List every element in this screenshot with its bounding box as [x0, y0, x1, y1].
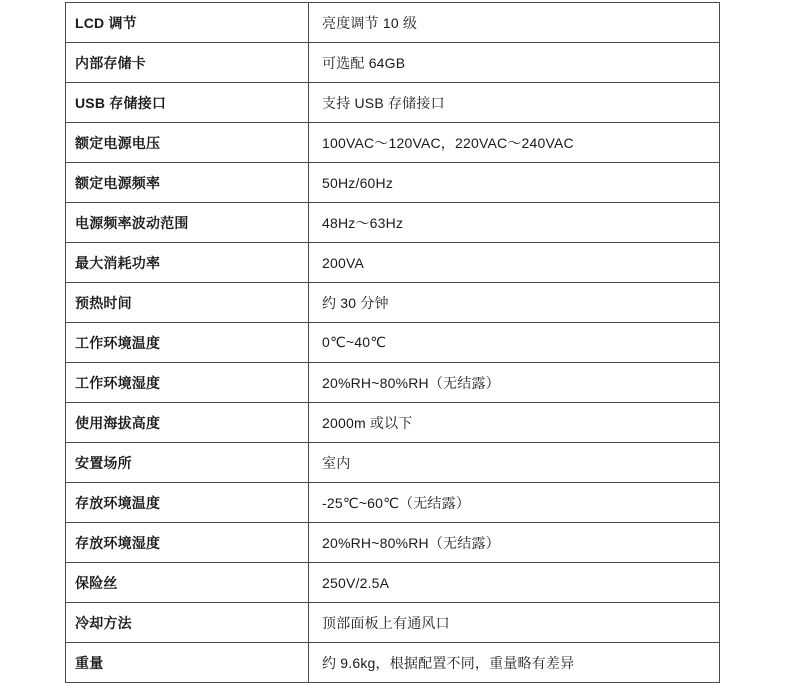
spec-label-cell: LCD 调节 [66, 3, 309, 42]
spec-value-cell: 200VA [322, 254, 364, 271]
spec-value-cell: 50Hz/60Hz [322, 174, 394, 191]
spec-value-cell: 约 9.6kg，根据配置不同，重量略有差异 [322, 654, 575, 671]
spec-label-cell: 工作环境湿度 [66, 363, 309, 402]
spec-value-cell: 亮度调节 10 级 [322, 14, 418, 31]
table-row [66, 3, 719, 43]
table-row [66, 563, 719, 603]
spec-value-cell: 0℃~40℃ [322, 334, 387, 350]
spec-value-cell: 48Hz～63Hz [322, 214, 404, 231]
spec-label-cell: 电源频率波动范围 [66, 203, 309, 242]
table-row [66, 123, 719, 163]
table-row [66, 283, 719, 323]
spec-label-cell: 安置场所 [66, 443, 309, 482]
spec-label-cell: 额定电源频率 [66, 163, 309, 202]
table-row [66, 243, 719, 283]
spec-label-cell: 预热时间 [66, 283, 309, 322]
spec-value-cell: -25℃~60℃（无结露） [322, 494, 471, 511]
spec-label-cell: 保险丝 [66, 563, 309, 602]
table-row [66, 643, 719, 683]
table-row [66, 83, 719, 123]
spec-value-cell: 20%RH~80%RH（无结露） [322, 534, 500, 551]
spec-value-cell: 100VAC～120VAC，220VAC～240VAC [322, 134, 574, 151]
spec-label-cell: 工作环境温度 [66, 323, 309, 362]
table-row [66, 203, 719, 243]
spec-label-cell: 内部存储卡 [66, 43, 309, 82]
spec-label-cell: 存放环境湿度 [66, 523, 309, 562]
spec-value-cell: 支持 USB 存储接口 [322, 94, 445, 111]
spec-table [65, 2, 720, 683]
table-row [66, 523, 719, 563]
spec-label-cell: 存放环境温度 [66, 483, 309, 522]
spec-value-cell: 约 30 分钟 [322, 294, 389, 311]
spec-label-cell: 使用海拔高度 [66, 403, 309, 442]
spec-value-cell: 室内 [322, 454, 351, 471]
spec-label-cell: 冷却方法 [66, 603, 309, 642]
spec-label-cell: 最大消耗功率 [66, 243, 309, 282]
spec-value-cell: 20%RH~80%RH（无结露） [322, 374, 500, 391]
table-row [66, 483, 719, 523]
table-row [66, 403, 719, 443]
spec-label-cell: 额定电源电压 [66, 123, 309, 162]
spec-value-cell: 2000m 或以下 [322, 414, 413, 431]
spec-value-cell: 可选配 64GB [322, 54, 406, 71]
table-row [66, 43, 719, 83]
table-row [66, 323, 719, 363]
table-row [66, 163, 719, 203]
table-row [66, 363, 719, 403]
spec-label-cell: 重量 [66, 643, 309, 682]
spec-label-cell: USB 存储接口 [66, 83, 309, 122]
table-row [66, 443, 719, 483]
spec-value-cell: 顶部面板上有通风口 [322, 614, 450, 631]
spec-value-cell: 250V/2.5A [322, 574, 390, 591]
table-row [66, 603, 719, 643]
